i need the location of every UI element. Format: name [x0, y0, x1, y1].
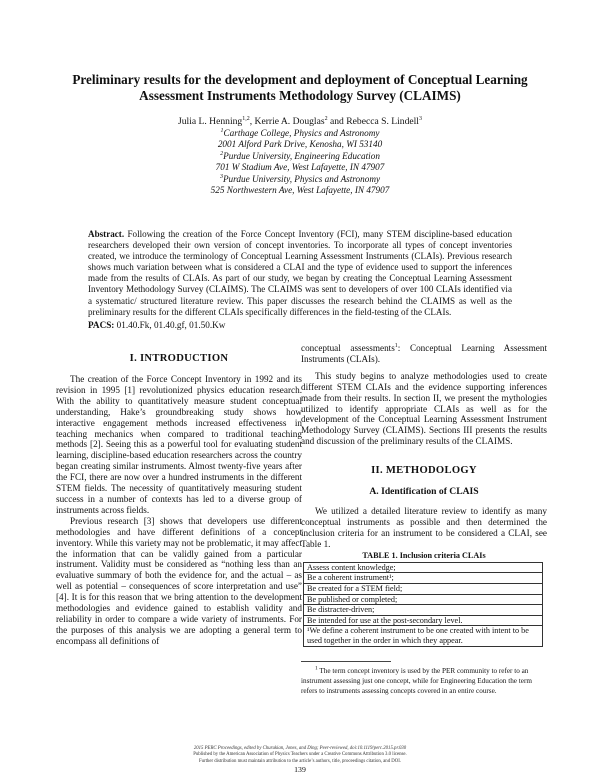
affil-mark: 3 — [219, 173, 223, 180]
intro-paragraph-3: This study begins to analyze methodologies used to create different STEM CLAIs and the evidence supporting inferences made from their results. In section II, we present the mythologies utilized to identify appropriate CLAIs as well as for the development of the Conceptual Learning Assessment Instrument Methodology Survey (CLAIMS). Sections III presents the results and discussion of the preliminary results of the CLAIMS. — [301, 370, 547, 447]
table-cell: Be created for a STEM field; — [304, 583, 543, 594]
author-name: Rebecca S. Lindell — [346, 116, 419, 127]
footnote-mark: 1 — [315, 665, 318, 672]
affil-mark: 1 — [220, 127, 224, 134]
abstract-text: Following the creation of the Force Concept Inventory (FCI), many STEM discipline-based education researchers developed their own version of concept inventories. To incorporate all types of concept inventories created, we introduce the terminology of Conceptual Learning Assessment Instruments (CLAIs). Previous research shows much variation between what is considered a CLAI and the type of evidence used to support the inferences made from the results of CLAIs. As part of our study, we began by creating the Conceptual Learning Assessment Inventory Methodology Survey (CLAIMS). The CLAIMS was sent to developers of over 100 CLAIs identified via a systematic/ structured literature review. This paper discusses the research behind the CLAIMS as well as the preliminary results for the different CLAIs specifically differences in the field-testing of the CLAIs. — [88, 229, 512, 317]
affil-address: 525 Northwestern Ave, West Lafayette, IN 47907 — [210, 185, 390, 196]
affil-name: Purdue University, Physics and Astronomy — [222, 174, 381, 184]
author-affil-mark: 1,2 — [242, 115, 250, 122]
abstract — [88, 229, 512, 318]
inclusion-criteria-table — [303, 562, 543, 647]
pacs-line — [88, 320, 512, 331]
table-cell: Be distracter-driven; — [304, 605, 543, 616]
abstract-label: Abstract. — [88, 229, 125, 239]
table-row — [304, 615, 543, 626]
table-footnote-row — [304, 626, 543, 646]
table-row — [304, 605, 543, 616]
table-caption: TABLE 1. Inclusion criteria CLAIs — [362, 550, 486, 560]
affiliation-2 — [60, 151, 540, 173]
author-separator: , — [249, 116, 255, 127]
continued-text: conceptual assessments — [301, 343, 395, 353]
affil-address: 701 W Stadium Ave, West Lafayette, IN 47907 — [215, 162, 385, 173]
footnote-mark: 1 — [394, 342, 398, 349]
footer-line: 2015 PERC Proceedings, edited by Churukian, Jones, and Ding; Peer-reviewed, doi:10.1119/perc.2015.pr.030 — [193, 746, 407, 751]
continued-text-end: : Conceptual Learning Assessment Instruments (CLAIs). — [301, 343, 547, 364]
right-column — [301, 343, 547, 696]
table-row — [304, 573, 543, 584]
table-cell: Be published or completed; — [304, 594, 543, 605]
intro-paragraph-2: Previous research [3] shows that developers use different methodologies and have different definitions of a concept inventory. While this variety may not be problematic, it may affect the information that can be validly gained from a particular instrument. Validity must be considered as “nothing less than an evaluative summary of both the evidence for, and the actual – as well as potential – consequences of score interpretation and use” [4]. It is for this reason that we bring attention to the development methodologies and evidence gained to establish validity and reliability in order to compare a wide variety of instruments. For the purposes of this analysis we are adopting a general term to encompass all definitions of — [56, 515, 302, 646]
affil-name: Purdue University, Engineering Education — [223, 151, 380, 161]
author-affil-mark: 3 — [418, 115, 422, 122]
footnote-text: The term concept inventory is used by the PER community to refer to an instrument assessing just one concept, while for Engineering Education the term refers to instruments assessing concepts covered in an entire course. — [301, 666, 532, 695]
table-cell: Be intended for use at the post-secondary level. — [304, 615, 543, 626]
author-name: Julia L. Henning — [178, 116, 243, 127]
table-cell: Assess content knowledge; — [304, 562, 543, 573]
subsection-heading: A. Identification of CLAIS — [369, 486, 479, 498]
author-separator: and — [327, 116, 347, 127]
publication-footer — [90, 746, 510, 765]
table-row — [304, 562, 543, 573]
table-row — [304, 594, 543, 605]
footnote-1 — [301, 666, 547, 696]
footer-line: Further distribution must maintain attribution to the article’s authors, title, proceedings citation, and DOI. — [198, 758, 402, 764]
pacs-codes: 01.40.Fk, 01.40.gf, 01.50.Kw — [114, 320, 226, 330]
intro-paragraph-1: The creation of the Force Concept Inventory in 1992 and its revision in 1995 [1] revolutionized physics education research. With the ability to quantitatively measure student conceptual understanding, Hake’s groundbreaking study shows how interactive engagement methods increased effectiveness in teaching mechanics when compared to traditional teaching methods [2]. Seeing this as a powerful tool for evaluating student learning, discipline-based education researchers across the country began creating similar instruments. Almost twenty-five years after the FCI, there are now over a hundred instruments in the different STEM fields. The necessity of quantitatively measuring student success in a number of contexts has led to a diverse group of instruments across fields. — [56, 374, 302, 515]
author-affil-mark: 2 — [324, 115, 328, 122]
methodology-paragraph-1: We utilized a detailed literature review to identify as many conceptual instruments as possible and then determined the inclusion criteria for an instrument to be considered a CLAI, see Table 1. — [301, 506, 547, 549]
table-row — [304, 583, 543, 594]
section-heading-introduction: I. INTRODUCTION — [129, 353, 229, 364]
author-name: Kerrie A. Douglas — [254, 116, 325, 127]
affil-address: 2001 Alford Park Drive, Kenosha, WI 53140 — [217, 139, 383, 150]
pacs-label: PACS: — [88, 320, 115, 330]
section-heading-methodology: II. METHODOLOGY — [371, 465, 477, 477]
left-column — [56, 352, 302, 647]
table-cell: Be a coherent instrument¹; — [304, 573, 543, 584]
affiliation-3 — [60, 174, 540, 196]
author-line — [60, 116, 540, 128]
affil-name: Carthage College, Physics and Astronomy — [223, 128, 380, 138]
affil-mark: 2 — [220, 150, 224, 157]
footnote-separator — [301, 661, 391, 662]
page-number: 139 — [294, 765, 306, 774]
footer-line: Published by the American Association of Physics Teachers under a Creative Commons Attribution 3.0 license. — [193, 752, 407, 758]
paper-title: Preliminary results for the development and deployment of Conceptual Learning Assessment Instruments Methodology Survey (CLAIMS) — [72, 72, 528, 103]
affiliation-1 — [60, 128, 540, 150]
table-footnote: ¹We define a coherent instrument to be one created with intent to be used together in the order in which they appear. — [304, 626, 543, 646]
intro-paragraph-continued — [301, 343, 547, 365]
